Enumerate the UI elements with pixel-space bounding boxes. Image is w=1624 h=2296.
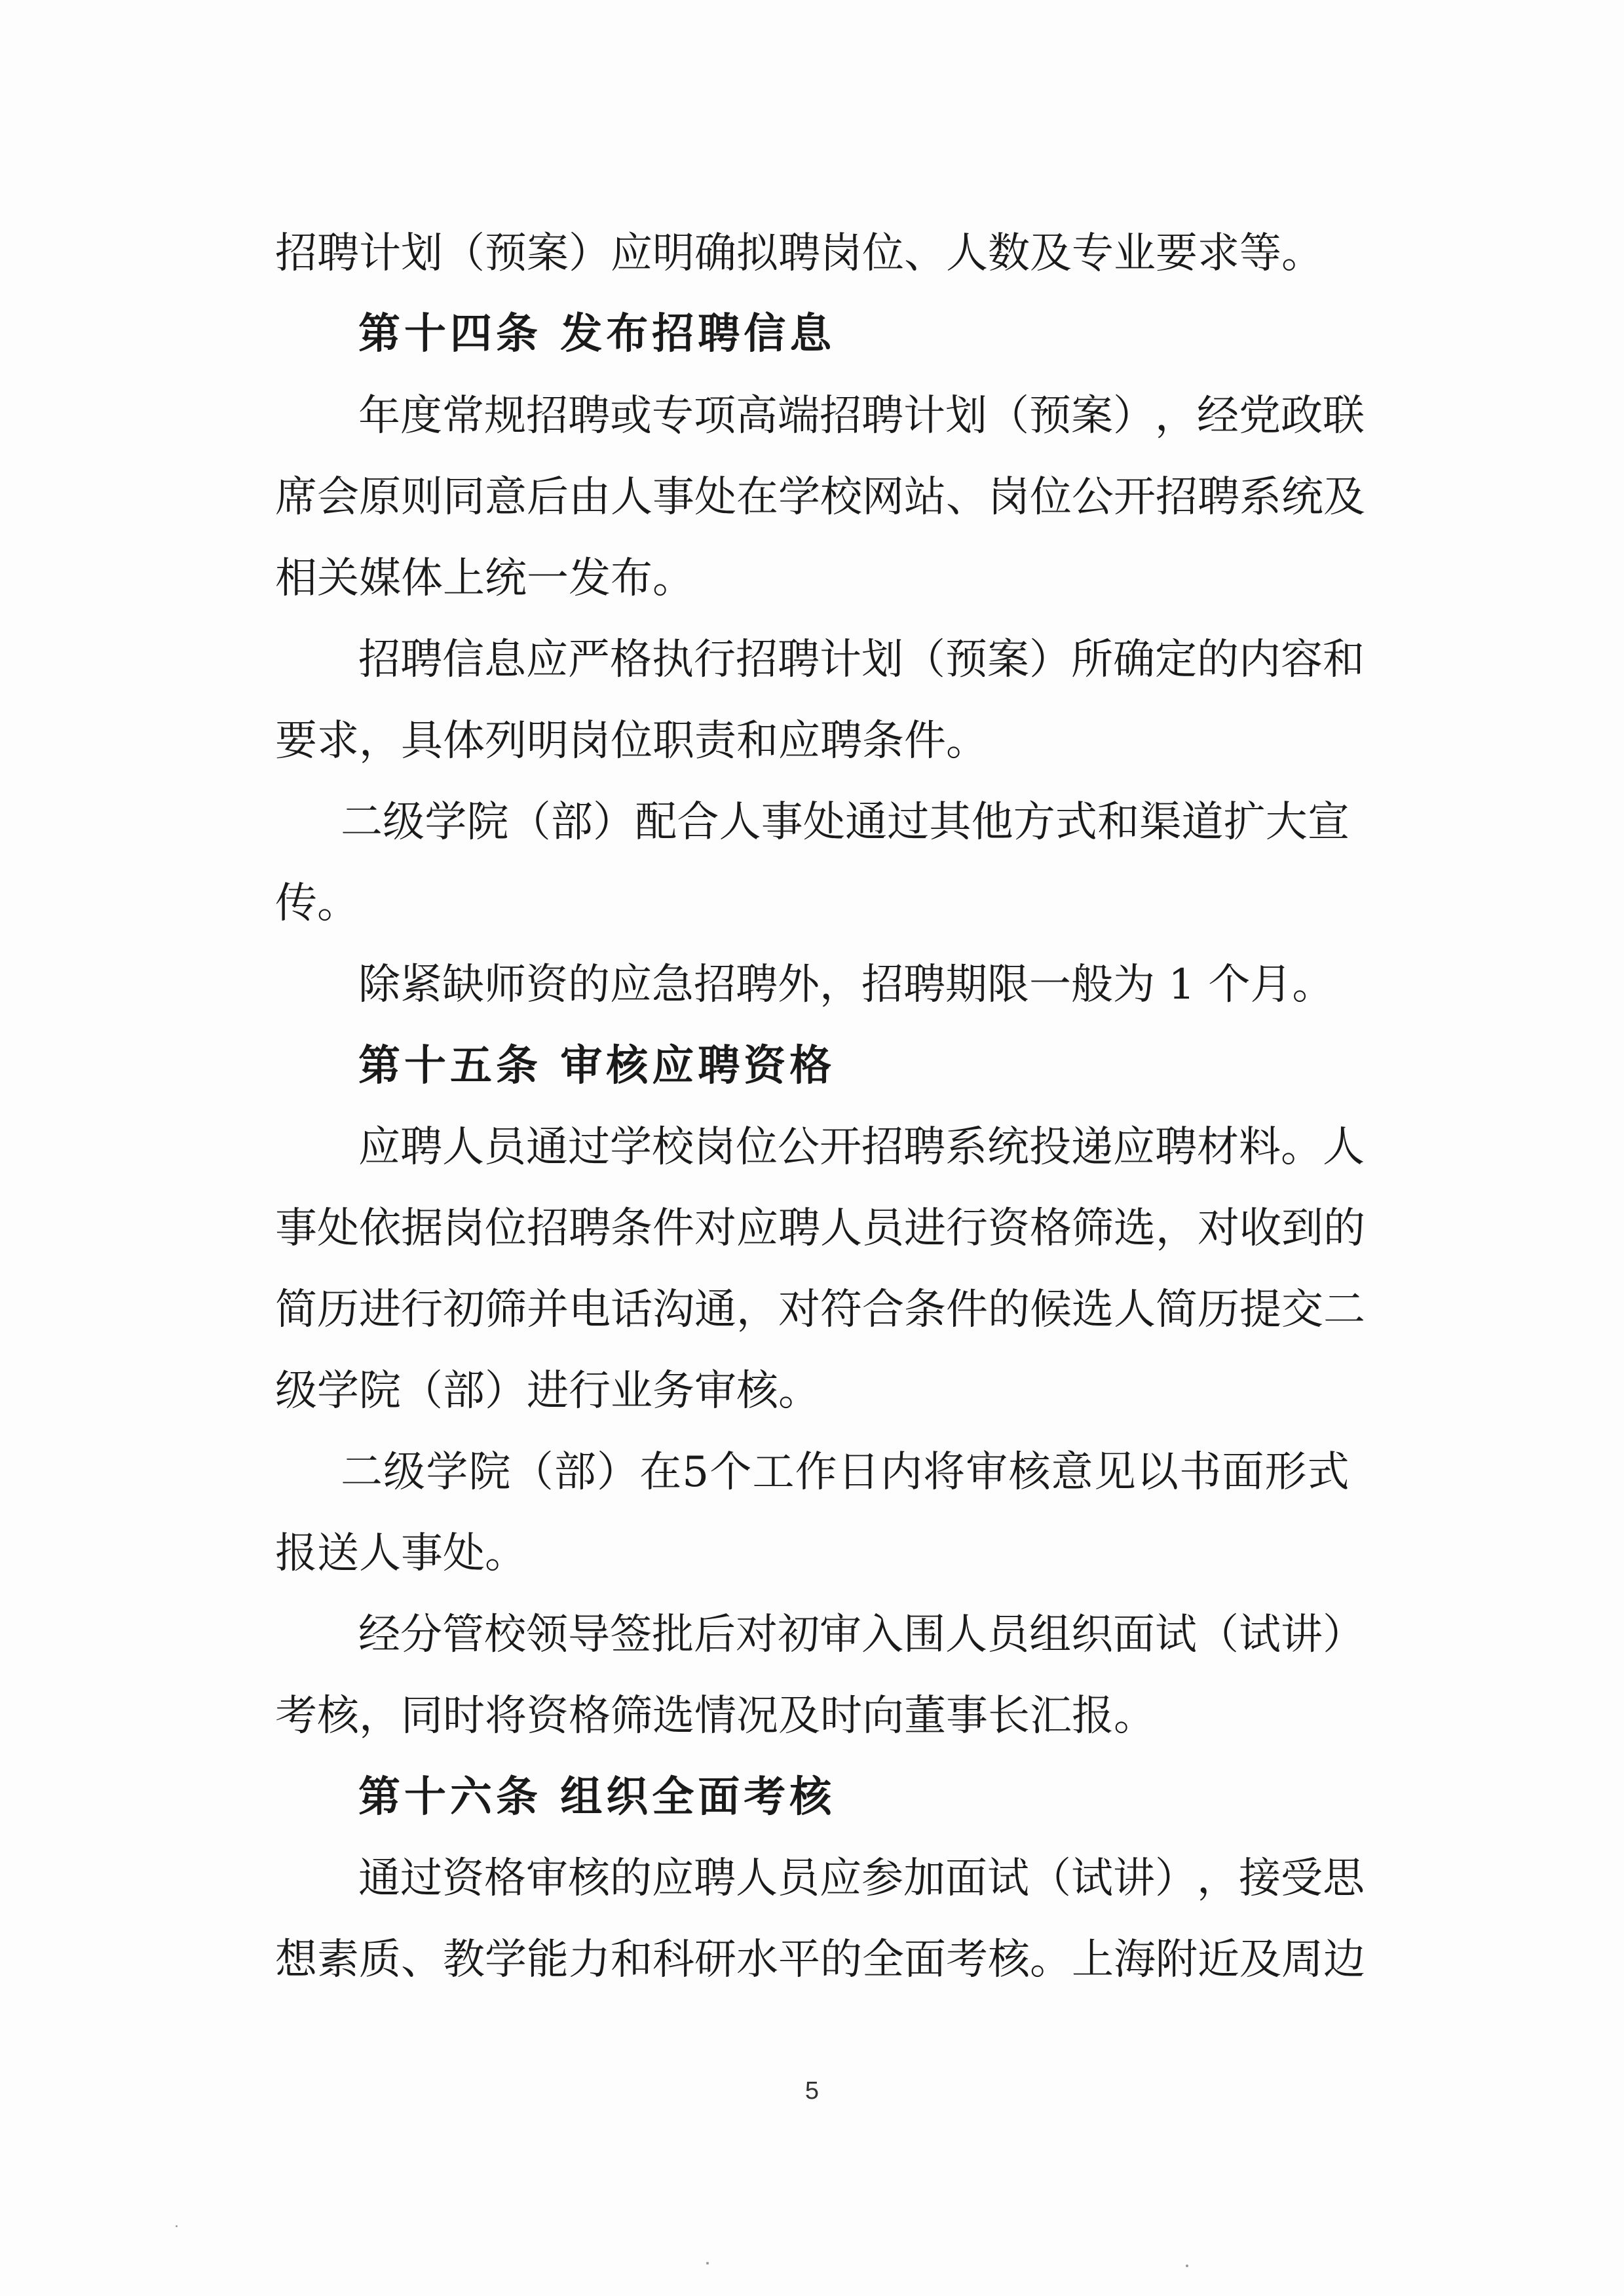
paragraph-line: 招 聘 信 息 应 严 格 执 行 招 聘 计 划 （ 预 案 ） 所 确 定 的 内 容 和 [358,636,1365,684]
article-heading: 第十六条 组织全面考核 [358,1773,836,1822]
paragraph-line: 招聘计划（预案）应明确拟聘岗位、人数及专业要求等。 [275,229,1323,278]
paragraph-line: 级学院（部）进行业务审核。 [275,1367,820,1415]
article-heading: 第十四条 发布招聘信息 [358,310,836,358]
paragraph-line: 经 分 管 校 领 导 签 批 后 对 初 审 入 围 人 员 组 织 面 试 （ 试 讲 ） [358,1611,1365,1659]
scan-speck [176,2225,178,2227]
paragraph-line: 事 处 依 据 岗 位 招 聘 条 件 对 应 聘 人 员 进 行 资 格 筛 选 ， 对 收 到 的 [275,1204,1365,1253]
paragraph-line: 要求，具体列明岗位职责和应聘条件。 [275,717,988,765]
scan-speck [706,2262,709,2265]
paragraph-line: 二 级 学 院 （ 部 ） 在 5 个 工 作 日 内 将 审 核 意 见 以 书 面 形 式 [341,1448,1350,1497]
paragraph-line: 传。 [275,879,359,928]
paragraph-line: 想 素 质 、 教 学 能 力 和 科 研 水 平 的 全 面 考 核 。 上 海 附 近 及 周 边 [275,1936,1365,1984]
article-heading: 第十五条 审核应聘资格 [358,1042,836,1090]
paragraph-line: 考核，同时将资格筛选情况及时向董事长汇报。 [275,1692,1156,1740]
paragraph-line: 简 历 进 行 初 筛 并 电 话 沟 通 ， 对 符 合 条 件 的 候 选 人 简 历 提 交 二 [275,1286,1365,1334]
paragraph-line: 席 会 原 则 同 意 后 由 人 事 处 在 学 校 网 站 、 岗 位 公 开 招 聘 系 统 及 [275,473,1365,522]
paragraph-line: 年 度 常 规 招 聘 或 专 项 高 端 招 聘 计 划 （ 预 案 ） ， 经 党 政 联 [358,392,1365,440]
page-number: 5 [804,2077,820,2105]
paragraph-line: 二 级 学 院 （ 部 ） 配 合 人 事 处 通 过 其 他 方 式 和 渠 道 扩 大 宣 [341,798,1350,847]
paragraph-line: 相关媒体上统一发布。 [275,554,694,603]
paragraph-line: 除紧缺师资的应急招聘外，招聘期限一般为 1 个月。 [358,961,1334,1009]
scan-speck [1186,2265,1188,2267]
paragraph-line: 报送人事处。 [275,1529,527,1578]
paragraph-line: 通 过 资 格 审 核 的 应 聘 人 员 应 参 加 面 试 （ 试 讲 ） ， 接 受 思 [358,1854,1365,1903]
paragraph-line: 应 聘 人 员 通 过 学 校 岗 位 公 开 招 聘 系 统 投 递 应 聘 材 料 。 人 [358,1123,1365,1172]
